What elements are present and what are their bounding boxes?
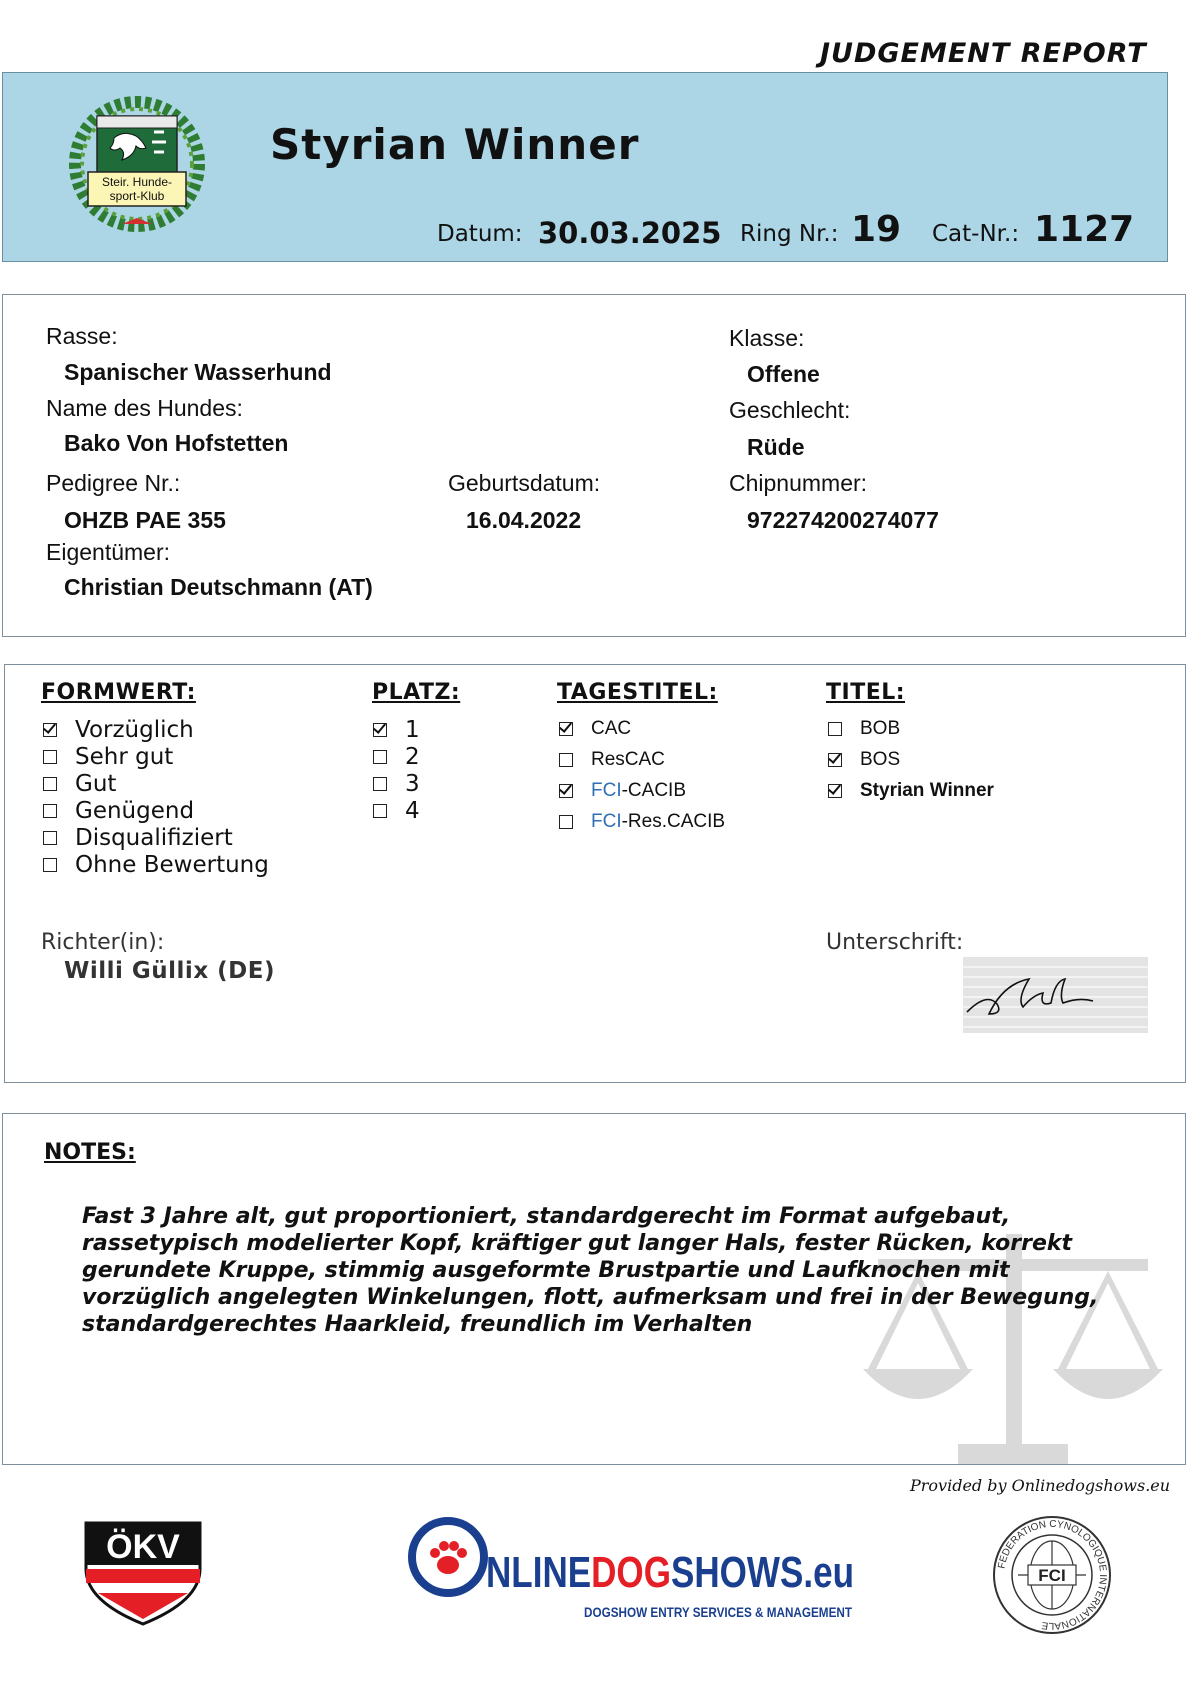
owner-value: Christian Deutschmann (AT) <box>64 574 373 600</box>
platz-option[interactable]: 1 <box>373 716 420 743</box>
checkbox-icon[interactable] <box>43 831 57 845</box>
ring-label: Ring Nr.: <box>740 221 839 247</box>
chip-value: 972274200274077 <box>747 507 939 533</box>
checkbox-icon[interactable] <box>828 784 842 798</box>
class-label: Klasse: <box>729 325 805 351</box>
checkbox-icon[interactable] <box>559 753 573 767</box>
checkbox-icon[interactable] <box>559 815 573 829</box>
svg-text:NLINEDOGSHOWS.eu <box>486 1548 901 1597</box>
fci-logo-text: FCI <box>1038 1566 1066 1585</box>
catalog-number: 1127 <box>1034 209 1135 250</box>
formwert-option[interactable]: Vorzüglich <box>43 716 269 743</box>
checkbox-icon[interactable] <box>828 722 842 736</box>
tagestitel-list <box>559 713 725 837</box>
checkbox-icon[interactable] <box>373 723 387 737</box>
club-logo-line2: sport-Klub <box>109 189 165 203</box>
ods-logo-shows: SHOWS.eu <box>670 1548 901 1597</box>
report-title: JUDGEMENT REPORT <box>820 38 1147 69</box>
platz-option[interactable]: 4 <box>373 797 420 824</box>
platz-heading: PLATZ: <box>372 680 461 705</box>
platz-option[interactable]: 3 <box>373 770 420 797</box>
birthdate-label: Geburtsdatum: <box>448 470 601 496</box>
titel-option[interactable]: BOS <box>828 744 994 775</box>
fci-logo <box>990 1513 1114 1637</box>
provided-by: Provided by Onlinedogshows.eu <box>910 1476 1171 1495</box>
judge-name: Willi Güllix (DE) <box>64 958 275 984</box>
chip-label: Chipnummer: <box>729 470 868 496</box>
notes-text <box>82 1203 1122 1338</box>
checkbox-icon[interactable] <box>43 723 57 737</box>
breed-label: Rasse: <box>46 323 118 349</box>
ods-logo-online: NLINE <box>486 1548 618 1597</box>
notes-line: gerundete Kruppe, stimmig ausgeformte Brustpartie und Laufknochen mit <box>82 1258 1010 1283</box>
dog-name-label: Name des Hundes: <box>46 395 243 421</box>
notes-line: vorzüglich angelegten Winkelungen, flott, aufmerksam und frei in der Bewegung, <box>82 1285 1099 1310</box>
checkbox-icon[interactable] <box>373 750 387 764</box>
fci-ring-text: FEDERATION CYNOLOGIQUE INTERNATIONALE <box>996 1518 1109 1632</box>
tagestitel-option[interactable]: ResCAC <box>559 744 725 775</box>
formwert-option[interactable]: Disqualifiziert <box>43 824 269 851</box>
okv-logo <box>84 1521 202 1626</box>
class-value: Offene <box>747 361 820 387</box>
checkbox-icon[interactable] <box>559 722 573 736</box>
checkbox-icon[interactable] <box>559 784 573 798</box>
titel-option[interactable]: BOB <box>828 713 994 744</box>
owner-label: Eigentümer: <box>46 539 171 565</box>
formwert-heading: FORMWERT: <box>41 680 196 705</box>
platz-option[interactable]: 2 <box>373 743 420 770</box>
checkbox-icon[interactable] <box>43 804 57 818</box>
cat-label: Cat-Nr.: <box>932 221 1020 247</box>
ods-logo-tagline: DOGSHOW ENTRY SERVICES & MANAGEMENT <box>584 1604 853 1620</box>
ods-logo-dog: DOG <box>591 1548 692 1597</box>
sex-value: Rüde <box>747 434 805 460</box>
checkbox-icon[interactable] <box>828 753 842 767</box>
titel-list <box>828 713 994 806</box>
breed-value: Spanischer Wasserhund <box>64 359 332 385</box>
birthdate-value: 16.04.2022 <box>466 507 582 533</box>
formwert-option[interactable]: Gut <box>43 770 269 797</box>
dog-name-value: Bako Von Hofstetten <box>64 430 289 456</box>
platz-list <box>373 716 420 824</box>
notes-line: standardgerechtes Haarkleid, freundlich im Verhalten <box>82 1312 753 1337</box>
signature-image <box>963 957 1148 1033</box>
checkbox-icon[interactable] <box>373 777 387 791</box>
tagestitel-option[interactable]: FCI -CACIB <box>559 775 725 806</box>
notes-line: rassetypisch modelierter Kopf, kräftiger gut langer Hals, fester Rücken, korrekt <box>82 1231 1073 1256</box>
event-date: 30.03.2025 <box>538 216 722 250</box>
notes-line: Fast 3 Jahre alt, gut proportioniert, standardgerecht im Format aufgebaut, <box>82 1204 1011 1229</box>
ring-number: 19 <box>851 209 902 250</box>
checkbox-icon[interactable] <box>43 858 57 872</box>
pedigree-label: Pedigree Nr.: <box>46 470 181 496</box>
judge-label: Richter(in): <box>41 930 165 955</box>
checkbox-icon[interactable] <box>43 750 57 764</box>
club-logo-line1: Steir. Hunde- <box>101 175 173 189</box>
event-title: Styrian Winner <box>270 120 640 169</box>
date-label: Datum: <box>437 221 523 247</box>
tagestitel-option[interactable]: CAC <box>559 713 725 744</box>
onlinedogshows-logo <box>408 1517 901 1632</box>
sex-label: Geschlecht: <box>729 397 851 423</box>
formwert-list <box>43 716 269 878</box>
titel-option[interactable]: Styrian Winner <box>828 775 994 806</box>
tagestitel-heading: TAGESTITEL: <box>557 680 718 705</box>
formwert-option[interactable]: Sehr gut <box>43 743 269 770</box>
formwert-option[interactable]: Genügend <box>43 797 269 824</box>
dog-info-box <box>2 294 1186 637</box>
notes-heading: NOTES: <box>44 1140 136 1165</box>
checkbox-icon[interactable] <box>373 804 387 818</box>
signature-label: Unterschrift: <box>826 930 964 955</box>
club-logo <box>62 86 212 246</box>
pedigree-value: OHZB PAE 355 <box>64 507 226 533</box>
tagestitel-option[interactable]: FCI -Res.CACIB <box>559 806 725 837</box>
okv-logo-text: ÖKV <box>106 1528 180 1566</box>
formwert-option[interactable]: Ohne Bewertung <box>43 851 269 878</box>
titel-heading: TITEL: <box>826 680 906 705</box>
checkbox-icon[interactable] <box>43 777 57 791</box>
